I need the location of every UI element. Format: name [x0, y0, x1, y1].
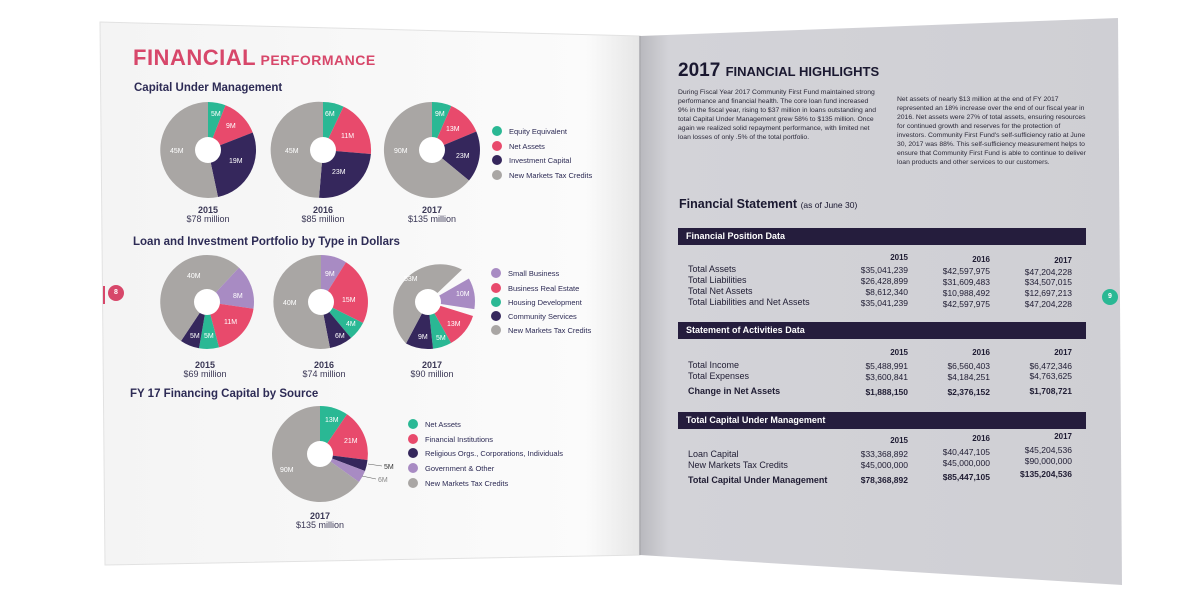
data-label: 23M	[332, 169, 346, 176]
data-label: 13M	[446, 126, 460, 133]
data-label: 90M	[394, 148, 408, 155]
table-header-financial-position: Financial Position Data	[678, 228, 1086, 245]
year-label: 2016	[313, 360, 335, 370]
cell-value: $34,507,015	[1024, 277, 1072, 287]
column-header: 2015	[890, 436, 908, 445]
highlights-title	[678, 60, 879, 82]
financial-statement-title	[679, 197, 857, 211]
data-label: 13M	[325, 417, 339, 424]
legend-item: Housing Development	[508, 298, 582, 307]
year-value: $85 million	[301, 214, 345, 224]
cell-value: $8,612,340	[865, 287, 908, 297]
highlights-paragraph-2: Net assets of nearly $13 million at the end of FY 2017 represented an 18% increase over the end of our fiscal year in 2016. Net assets were 27% of total assets, ensuring resources for continued growth and reserves for the protection of investors. Community First Fund's self-sufficiency ratio at June 30, 2017 was 88%. This self-sufficiency measurement helps to ensure that Community First Fund is able to continue to deliver loan products and other services to our customers.	[897, 96, 1086, 166]
cell-value: $5,488,991	[865, 361, 908, 371]
column-header: 2017	[1054, 348, 1072, 357]
cell-value: $45,204,536	[1024, 445, 1072, 455]
legend-item: Net Assets	[509, 142, 545, 151]
page-title: FINANCIAL	[133, 45, 257, 70]
data-label: 8M	[233, 293, 243, 300]
column-header: 2016	[972, 348, 990, 357]
cell-value: $3,600,841	[865, 372, 908, 382]
cell-value: $35,041,239	[860, 265, 908, 275]
highlights-title-year: 2017	[678, 60, 721, 81]
legend-item: Community Services	[508, 312, 577, 321]
column-header: 2017	[1054, 256, 1072, 265]
legend-item: New Markets Tax Credits	[509, 171, 593, 180]
page-number-left: 8	[108, 285, 124, 301]
cell-value: $47,204,228	[1024, 299, 1072, 309]
highlights-title-text: FINANCIAL HIGHLIGHTS	[725, 64, 880, 79]
section-title-financing: FY 17 Financing Capital by Source	[130, 388, 319, 400]
cell-value: $78,368,892	[860, 475, 908, 485]
data-label: 5M	[211, 111, 221, 118]
row-label: Total Net Assets	[688, 286, 753, 296]
legend-item: Investment Capital	[509, 156, 572, 165]
row-label: Total Liabilities and Net Assets	[688, 297, 810, 307]
row-label: Total Assets	[688, 264, 737, 274]
table-header-activities: Statement of Activities Data	[678, 322, 1086, 339]
cell-value: $35,041,239	[860, 298, 908, 308]
cell-value: $45,000,000	[860, 460, 908, 470]
data-label: 45M	[170, 148, 184, 155]
financial-statement-subtitle: (as of June 30)	[800, 200, 858, 210]
cell-value: $26,428,899	[860, 276, 908, 286]
row-label: Change in Net Assets	[688, 386, 781, 396]
column-header: 2016	[972, 434, 990, 443]
legend-item: Business Real Estate	[508, 284, 580, 293]
cell-value: $135,204,536	[1020, 469, 1072, 479]
row-label: Total Expenses	[688, 371, 750, 381]
cell-value: $1,888,150	[865, 387, 908, 397]
data-label: 40M	[283, 300, 297, 307]
data-label: 4M	[346, 321, 356, 328]
row-label: Total Income	[688, 360, 740, 370]
cell-value: $90,000,000	[1024, 456, 1072, 466]
data-label: 9M	[226, 123, 236, 130]
cell-value: $33,368,892	[860, 449, 908, 459]
data-label: 40M	[187, 273, 201, 280]
data-label: 6M	[378, 477, 388, 484]
data-label: 5M	[384, 464, 394, 471]
legend-item: New Markets Tax Credits	[508, 326, 592, 335]
section-title-capital: Capital Under Management	[134, 82, 283, 94]
cell-value: $10,988,492	[942, 288, 990, 298]
data-label: 45M	[285, 148, 299, 155]
data-label: 21M	[344, 438, 358, 445]
year-label: 2017	[309, 511, 331, 521]
legend-item: Small Business	[508, 269, 560, 278]
year-value: $135 million	[295, 520, 345, 530]
cell-value: $6,560,403	[947, 361, 990, 371]
row-label: New Markets Tax Credits	[688, 460, 788, 470]
cell-value: $47,204,228	[1024, 267, 1072, 277]
legend-item: Financial Institutions	[425, 435, 493, 444]
data-label: 19M	[229, 158, 243, 165]
cell-value: $42,597,975	[942, 299, 990, 309]
data-label: 9M	[418, 334, 428, 341]
cell-value: $31,609,483	[942, 277, 990, 287]
row-label: Total Liabilities	[688, 275, 747, 285]
legend-item: Equity Equivalent	[509, 127, 567, 136]
cell-value: $12,697,213	[1024, 288, 1072, 298]
data-label: 23M	[456, 153, 470, 160]
year-value: $135 million	[407, 214, 457, 224]
year-label: 2015	[197, 205, 219, 215]
data-label: 90M	[280, 467, 294, 474]
financial-statement-heading: Financial Statement	[679, 197, 798, 211]
page-title-sub: PERFORMANCE	[260, 52, 376, 68]
data-label: 15M	[342, 297, 356, 304]
cell-value: $4,184,251	[947, 372, 990, 382]
year-value: $90 million	[410, 369, 454, 379]
legend-item: Religious Orgs., Corporations, Individuals	[425, 449, 563, 458]
data-label: 11M	[341, 133, 355, 140]
data-label: 11M	[224, 319, 238, 326]
data-label: 6M	[325, 111, 335, 118]
data-label: 6M	[335, 333, 345, 340]
column-header: 2015	[890, 253, 908, 262]
data-label: 5M	[190, 333, 200, 340]
legend-item: Government & Other	[425, 464, 495, 473]
page-number-right: 9	[1102, 289, 1118, 305]
data-label: 5M	[436, 335, 446, 342]
column-header: 2017	[1054, 432, 1072, 441]
section-title-portfolio: Loan and Investment Portfolio by Type in Dollars	[133, 236, 400, 248]
cell-value: $1,708,721	[1029, 386, 1072, 396]
year-label: 2017	[421, 205, 443, 215]
cell-value: $4,763,625	[1029, 371, 1072, 381]
cell-value: $40,447,105	[942, 447, 990, 457]
year-label: 2017	[421, 360, 443, 370]
year-value: $74 million	[302, 369, 346, 379]
year-label: 2016	[312, 205, 334, 215]
legend-item: New Markets Tax Credits	[425, 479, 509, 488]
row-label: Loan Capital	[688, 449, 739, 459]
cell-value: $45,000,000	[942, 458, 990, 468]
data-label: 5M	[204, 333, 214, 340]
data-label: 13M	[447, 321, 461, 328]
cell-value: $85,447,105	[942, 472, 990, 482]
legend-item: Net Assets	[425, 420, 461, 429]
data-label: 10M	[456, 291, 470, 298]
cell-value: $6,472,346	[1029, 361, 1072, 371]
year-value: $78 million	[186, 214, 230, 224]
cell-value: $42,597,975	[942, 266, 990, 276]
data-label: 53M	[404, 276, 418, 283]
year-label: 2015	[194, 360, 216, 370]
data-label: 9M	[435, 111, 445, 118]
column-header: 2015	[890, 348, 908, 357]
year-value: $69 million	[183, 369, 227, 379]
highlights-paragraph-1: During Fiscal Year 2017 Community First Fund maintained strong performance and financial health. The core loan fund increased 9% in the fiscal year, rising to $37 million in loans outstanding and total Capital Under Management grew 58% to $135 million. Once again we realized solid repayment performance, with limited net loan losses of only .5% of the total portfolio.	[678, 89, 876, 141]
cell-value: $2,376,152	[947, 387, 990, 397]
row-label: Total Capital Under Management	[688, 475, 828, 485]
table-header-capital: Total Capital Under Management	[678, 412, 1086, 429]
column-header: 2016	[972, 255, 990, 264]
data-label: 9M	[325, 271, 335, 278]
